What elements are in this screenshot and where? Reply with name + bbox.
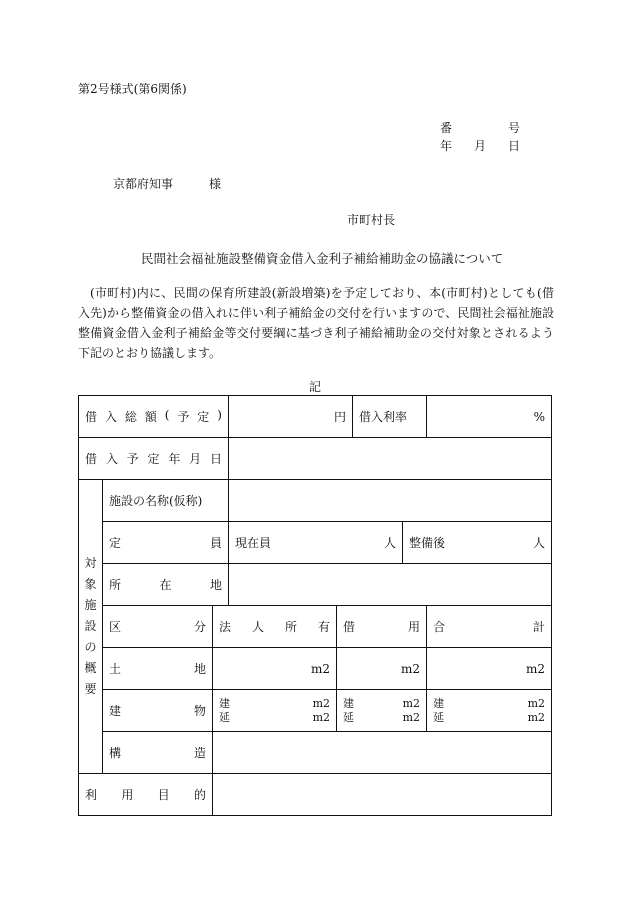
date-line bbox=[440, 137, 520, 154]
corporate-owned-header: 法 人 所 有 bbox=[213, 606, 337, 648]
current-unit: 人 bbox=[384, 536, 397, 550]
land-corporate-value[interactable]: m2 bbox=[213, 648, 337, 690]
total-header: 合 計 bbox=[427, 606, 552, 648]
table-row-land bbox=[79, 648, 552, 690]
after-count-cell[interactable] bbox=[403, 522, 552, 564]
land-label: 土 地 bbox=[103, 648, 213, 690]
location-value[interactable] bbox=[229, 564, 552, 606]
structure-label: 構 造 bbox=[103, 732, 213, 774]
percent-unit: % bbox=[533, 409, 546, 424]
table-row-loan-total bbox=[79, 396, 552, 438]
building-lease-value[interactable]: 建 m2 延 m2 bbox=[337, 690, 427, 732]
location-label: 所 在 地 bbox=[103, 564, 229, 606]
section-label: 対 象 施 設 の 概 要 bbox=[79, 480, 103, 774]
subject-title: 民間社会福祉施設整備資金借入金利子補給補助金の協議について bbox=[141, 251, 504, 266]
ki-heading: 記 bbox=[309, 380, 322, 394]
table-row-building bbox=[79, 690, 552, 732]
addressee-name: 京都府知事 bbox=[113, 177, 174, 191]
table-row-structure bbox=[79, 732, 552, 774]
table-row-category-header bbox=[79, 606, 552, 648]
year-label: 年 bbox=[440, 139, 453, 153]
loan-total-value[interactable] bbox=[229, 396, 353, 438]
land-total-value[interactable]: m2 bbox=[427, 648, 552, 690]
table-row-capacity bbox=[79, 522, 552, 564]
ban-label: 番 bbox=[440, 121, 453, 135]
body-text: (市町村)内に、民間の保育所建設(新設増築)を予定しており、本(市町村)としても(借入先)から整備資金の借入れに伴い利子補給金の交付を行いますので、民間社会福祉施設整備資金借入金利子補給金等交付要綱に基づき利子補給補助金の交付対象とされるよう下記のとおり協議します。 bbox=[78, 286, 554, 360]
current-count-cell[interactable] bbox=[229, 522, 403, 564]
addressee bbox=[113, 175, 221, 192]
addressee-honorific: 様 bbox=[209, 177, 222, 191]
current-label: 現在員 bbox=[235, 536, 272, 550]
sender: 市町村長 bbox=[347, 213, 396, 227]
structure-value[interactable] bbox=[213, 732, 552, 774]
table-row-loan-date bbox=[79, 438, 552, 480]
interest-rate-value[interactable] bbox=[427, 396, 552, 438]
loan-date-label bbox=[79, 438, 229, 480]
building-total-value[interactable]: 建 m2 延 m2 bbox=[427, 690, 552, 732]
after-unit: 人 bbox=[533, 536, 546, 550]
purpose-value[interactable] bbox=[213, 774, 552, 816]
day-label: 日 bbox=[507, 139, 520, 153]
after-label: 整備後 bbox=[409, 536, 446, 550]
purpose-label: 利 用 目 的 bbox=[79, 774, 213, 816]
go-label: 号 bbox=[507, 121, 520, 135]
form-number: 第2号様式(第6関係) bbox=[78, 82, 187, 96]
document-number-line bbox=[440, 119, 520, 136]
facility-name-value[interactable] bbox=[229, 480, 552, 522]
yen-unit: 円 bbox=[334, 410, 347, 424]
loan-total-chars: 借 入 総 額 ( 予 定 ) bbox=[85, 408, 222, 424]
table-row-purpose bbox=[79, 774, 552, 816]
building-label: 建 物 bbox=[103, 690, 213, 732]
interest-rate-label: 借入利率 bbox=[353, 396, 427, 438]
facility-name-label: 施設の名称(仮称) bbox=[103, 480, 229, 522]
building-corporate-value[interactable]: 建 m2 延 m2 bbox=[213, 690, 337, 732]
table-row-facility-name bbox=[79, 480, 552, 522]
land-lease-value[interactable]: m2 bbox=[337, 648, 427, 690]
application-table bbox=[78, 395, 552, 816]
table-row-location bbox=[79, 564, 552, 606]
loan-date-chars: 借 入 予 定 年 月 日 bbox=[85, 452, 222, 466]
category-label: 区 分 bbox=[103, 606, 213, 648]
capacity-label: 定 員 bbox=[103, 522, 229, 564]
month-label: 月 bbox=[473, 139, 486, 153]
loan-total-label bbox=[79, 396, 229, 438]
loan-date-value[interactable] bbox=[229, 438, 552, 480]
lease-header: 借 用 bbox=[337, 606, 427, 648]
